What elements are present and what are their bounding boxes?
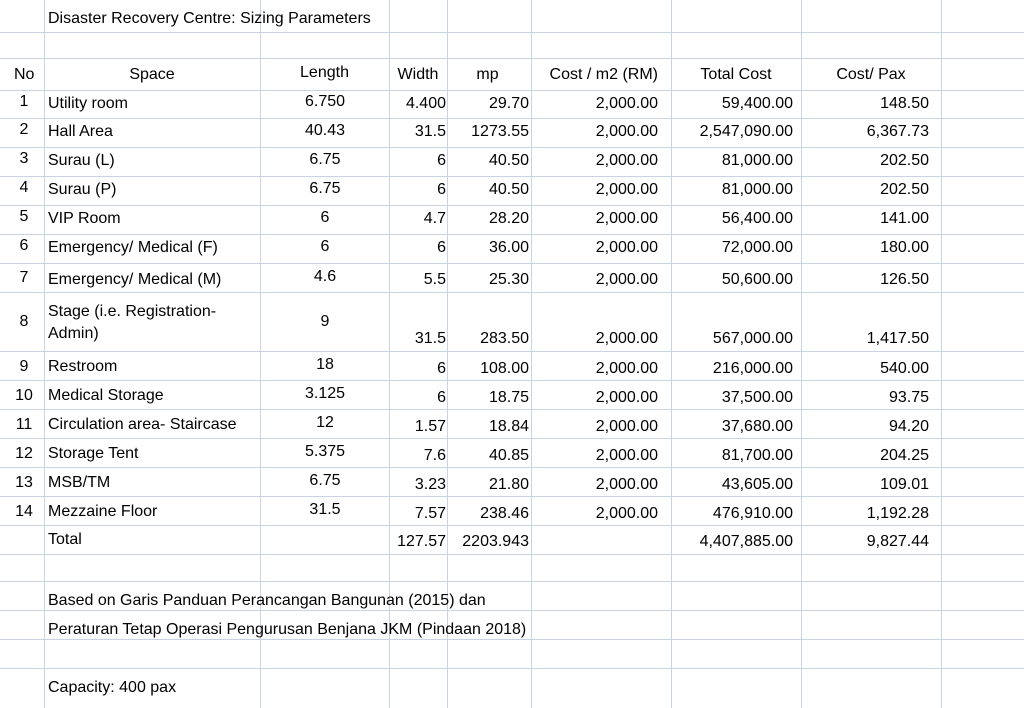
row-total-cost: 81,700.00 [721, 447, 793, 464]
row-cost-m2: 2,000.00 [595, 239, 658, 256]
row-space: Restroom [48, 358, 118, 375]
row-total-cost: 216,000.00 [712, 360, 793, 377]
row-no: 7 [19, 269, 29, 286]
row-width: 4.7 [423, 210, 446, 227]
header-mp: mp [476, 66, 499, 83]
grid-row-line [0, 581, 1024, 582]
row-width: 31.5 [414, 330, 446, 347]
grid-row-line [0, 380, 1024, 381]
row-space: VIP Room [48, 210, 121, 227]
row-length: 3.125 [304, 385, 346, 402]
grid-row-line [0, 118, 1024, 119]
grid-row-line [0, 467, 1024, 468]
header-space: Space [129, 66, 175, 83]
row-no: 14 [15, 503, 33, 520]
grid-row-line [0, 205, 1024, 206]
row-space: Surau (P) [48, 181, 117, 198]
row-width: 3.23 [414, 476, 446, 493]
row-length: 18 [316, 356, 334, 373]
row-cost-pax: 6,367.73 [866, 123, 929, 140]
grid-row-line [0, 438, 1024, 439]
row-cost-pax: 94.20 [888, 418, 929, 435]
row-total-cost: 56,400.00 [721, 210, 793, 227]
row-cost-pax: 202.50 [880, 152, 929, 169]
row-no: 8 [19, 313, 29, 330]
note-line-2: Peraturan Tetap Operasi Pengurusan Benjana JKM (Pindaan 2018) [48, 621, 527, 638]
row-space-cont: Admin) [48, 325, 99, 342]
row-length: 4.6 [313, 268, 337, 285]
row-cost-pax: 540.00 [880, 360, 929, 377]
row-width: 6 [437, 239, 446, 256]
grid-row-line [0, 90, 1024, 91]
row-cost-m2: 2,000.00 [595, 476, 658, 493]
row-mp: 18.75 [488, 389, 529, 406]
row-total-cost: 2,547,090.00 [699, 123, 793, 140]
row-cost-pax: 148.50 [880, 95, 929, 112]
header-no: No [14, 66, 35, 83]
row-space: Medical Storage [48, 387, 164, 404]
row-total-cost: 59,400.00 [721, 95, 793, 112]
row-length: 12 [316, 414, 334, 431]
row-mp: 21.80 [488, 476, 529, 493]
row-width: 31.5 [414, 123, 446, 140]
row-mp: 40.50 [488, 152, 529, 169]
row-cost-m2: 2,000.00 [595, 210, 658, 227]
row-cost-m2: 2,000.00 [595, 418, 658, 435]
grid-column-line [44, 0, 45, 708]
grid-row-line [0, 554, 1024, 555]
row-cost-m2: 2,000.00 [595, 505, 658, 522]
row-width: 5.5 [423, 271, 446, 288]
row-total-cost: 43,605.00 [721, 476, 793, 493]
row-cost-m2: 2,000.00 [595, 360, 658, 377]
grid-row-line [0, 58, 1024, 59]
row-total-cost: 50,600.00 [721, 271, 793, 288]
row-length: 31.5 [309, 501, 341, 518]
row-space: Storage Tent [48, 445, 139, 462]
row-cost-m2: 2,000.00 [595, 330, 658, 347]
row-no: 11 [15, 416, 33, 433]
row-cost-pax: 1,417.50 [866, 330, 929, 347]
grid-row-line [0, 263, 1024, 264]
row-space: Utility room [48, 95, 129, 112]
row-length: 9 [320, 313, 330, 330]
total-mp: 2203.943 [462, 533, 529, 550]
row-width: 6 [437, 152, 446, 169]
row-width: 7.57 [414, 505, 446, 522]
row-cost-pax: 180.00 [880, 239, 929, 256]
row-total-cost: 37,680.00 [721, 418, 793, 435]
row-length: 6.75 [309, 472, 341, 489]
header-length: Length [300, 64, 349, 81]
row-mp: 36.00 [488, 239, 529, 256]
row-cost-pax: 126.50 [880, 271, 929, 288]
grid-row-line [0, 496, 1024, 497]
row-cost-pax: 141.00 [880, 210, 929, 227]
row-space: Mezzaine Floor [48, 503, 158, 520]
row-mp: 40.50 [488, 181, 529, 198]
row-width: 6 [437, 389, 446, 406]
header-cost-pax: Cost/ Pax [836, 66, 906, 83]
row-space: Emergency/ Medical (M) [48, 271, 222, 288]
row-space: MSB/TM [48, 474, 111, 491]
row-no: 5 [19, 208, 29, 225]
total-width: 127.57 [397, 533, 446, 550]
row-cost-m2: 2,000.00 [595, 123, 658, 140]
sheet-title: Disaster Recovery Centre: Sizing Parameters [48, 10, 371, 27]
row-length: 6 [320, 209, 330, 226]
row-length: 6 [320, 238, 330, 255]
row-mp: 18.84 [488, 418, 529, 435]
row-width: 7.6 [423, 447, 446, 464]
row-cost-m2: 2,000.00 [595, 447, 658, 464]
grid-row-line [0, 176, 1024, 177]
row-mp: 29.70 [488, 95, 529, 112]
row-space: Emergency/ Medical (F) [48, 239, 218, 256]
grid-row-line [0, 525, 1024, 526]
row-no: 6 [19, 237, 29, 254]
row-space: Surau (L) [48, 152, 115, 169]
grid-row-line [0, 668, 1024, 669]
row-length: 6.75 [309, 180, 341, 197]
row-space: Circulation area- Staircase [48, 416, 237, 433]
row-mp: 25.30 [488, 271, 529, 288]
row-cost-pax: 1,192.28 [866, 505, 929, 522]
capacity-note: Capacity: 400 pax [48, 679, 177, 696]
row-total-cost: 81,000.00 [721, 181, 793, 198]
row-total-cost: 37,500.00 [721, 389, 793, 406]
row-width: 6 [437, 360, 446, 377]
row-cost-m2: 2,000.00 [595, 181, 658, 198]
header-width: Width [397, 66, 439, 83]
row-cost-m2: 2,000.00 [595, 271, 658, 288]
row-mp: 238.46 [480, 505, 529, 522]
row-no: 10 [15, 387, 33, 404]
row-length: 40.43 [304, 122, 346, 139]
row-no: 13 [15, 474, 33, 491]
row-length: 6.75 [309, 151, 341, 168]
row-width: 4.400 [405, 95, 446, 112]
total-total-cost: 4,407,885.00 [699, 533, 793, 550]
grid-row-line [0, 32, 1024, 33]
grid-column-line [941, 0, 942, 708]
row-cost-pax: 204.25 [880, 447, 929, 464]
row-width: 1.57 [414, 418, 446, 435]
grid-row-line [0, 147, 1024, 148]
row-no: 9 [19, 358, 29, 375]
row-cost-m2: 2,000.00 [595, 389, 658, 406]
row-cost-m2: 2,000.00 [595, 95, 658, 112]
row-total-cost: 567,000.00 [712, 330, 793, 347]
row-total-cost: 72,000.00 [721, 239, 793, 256]
row-no: 2 [19, 121, 29, 138]
row-cost-pax: 93.75 [888, 389, 929, 406]
row-cost-pax: 109.01 [880, 476, 929, 493]
total-label: Total [48, 531, 82, 548]
row-total-cost: 476,910.00 [712, 505, 793, 522]
row-length: 6.750 [304, 93, 346, 110]
row-mp: 108.00 [480, 360, 529, 377]
header-cost-m2: Cost / m2 (RM) [549, 66, 658, 83]
total-cost-pax: 9,827.44 [866, 533, 929, 550]
row-no: 1 [19, 93, 29, 110]
grid-row-line [0, 234, 1024, 235]
row-mp: 283.50 [480, 330, 529, 347]
row-mp: 40.85 [488, 447, 529, 464]
row-no: 4 [19, 179, 29, 196]
row-space: Stage (i.e. Registration- [48, 303, 217, 320]
row-no: 3 [19, 150, 29, 167]
row-length: 5.375 [304, 443, 346, 460]
row-total-cost: 81,000.00 [721, 152, 793, 169]
row-cost-m2: 2,000.00 [595, 152, 658, 169]
grid-row-line [0, 351, 1024, 352]
row-no: 12 [15, 445, 33, 462]
row-cost-pax: 202.50 [880, 181, 929, 198]
row-mp: 28.20 [488, 210, 529, 227]
row-mp: 1273.55 [471, 123, 529, 140]
header-total-cost: Total Cost [700, 66, 772, 83]
grid-row-line [0, 409, 1024, 410]
row-width: 6 [437, 181, 446, 198]
note-line-1: Based on Garis Panduan Perancangan Bangunan (2015) dan [48, 592, 486, 609]
grid-row-line [0, 292, 1024, 293]
row-space: Hall Area [48, 123, 113, 140]
